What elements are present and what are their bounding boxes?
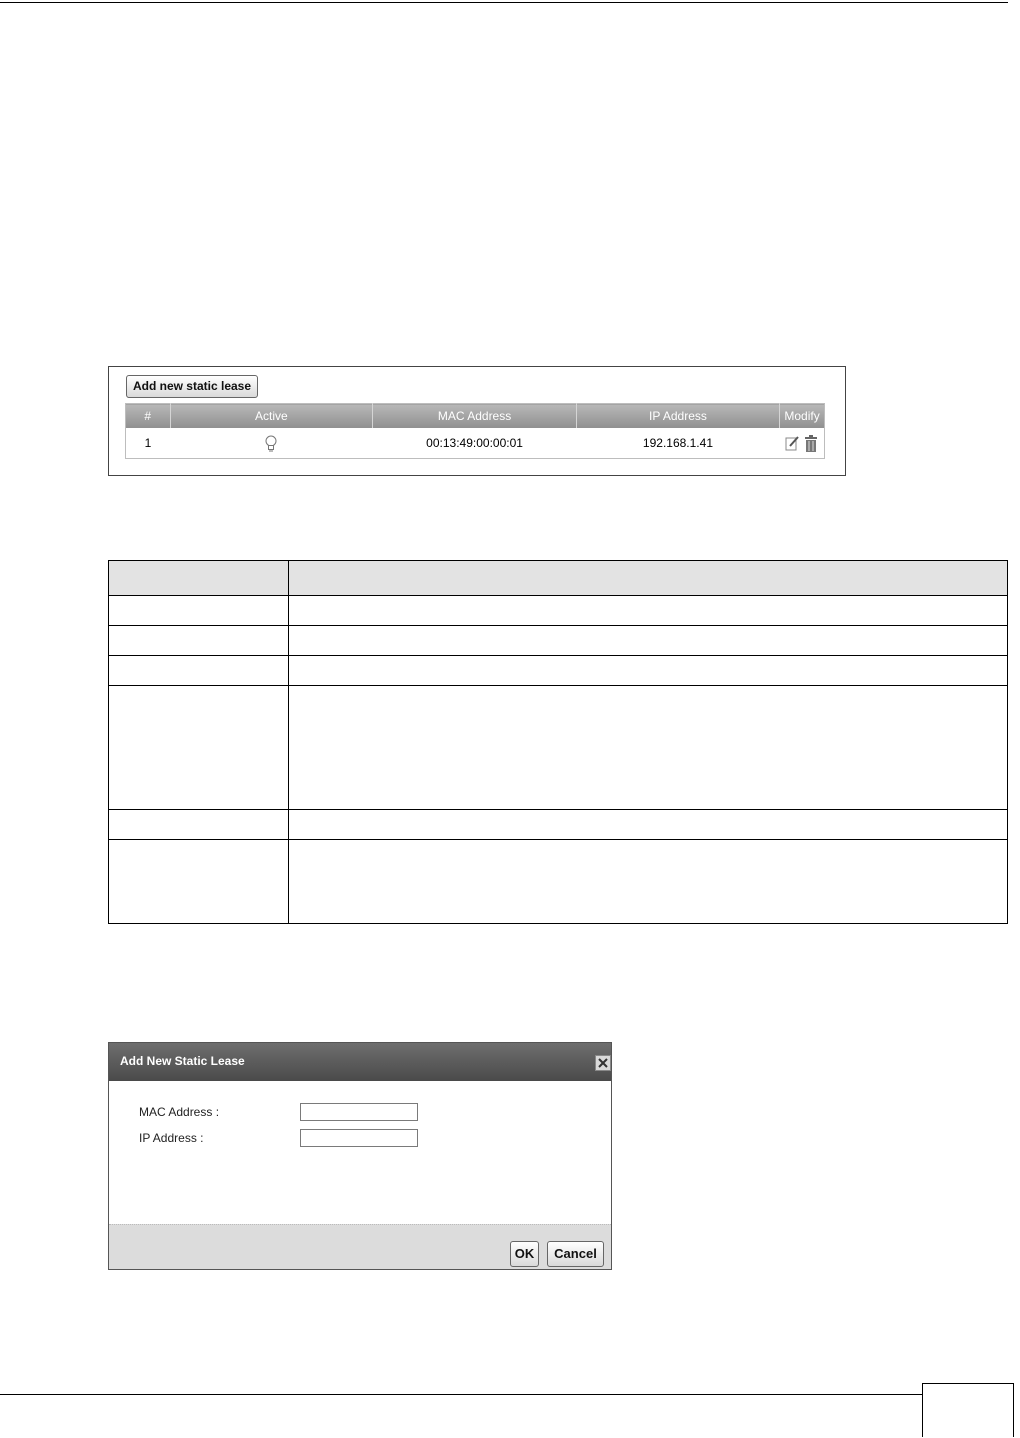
add-new-static-lease-dialog (108, 1042, 612, 1270)
desc-label-cell (109, 596, 289, 626)
static-dhcp-panel (108, 366, 846, 476)
table-row (109, 656, 1008, 686)
desc-description-cell (289, 810, 1008, 840)
table-header-row (126, 404, 825, 429)
row-active (170, 428, 373, 459)
table-row (109, 686, 1008, 810)
static-lease-table (125, 403, 825, 459)
header-rule (0, 2, 1008, 3)
column-header-index: # (126, 404, 171, 429)
field-description-table (108, 560, 1008, 924)
row-modify (780, 428, 825, 459)
desc-header-description (289, 561, 1008, 596)
dialog-title: Add New Static Lease (109, 1043, 611, 1081)
column-header-ip-address: IP Address (576, 404, 779, 429)
desc-description-cell (289, 656, 1008, 686)
desc-description-cell (289, 840, 1008, 924)
close-icon (596, 1056, 610, 1070)
row-index: 1 (144, 436, 152, 450)
cancel-button[interactable]: Cancel (547, 1241, 604, 1267)
table-row (109, 596, 1008, 626)
ip-address-label: IP Address : (139, 1131, 204, 1145)
mac-address-label: MAC Address : (139, 1105, 220, 1119)
footer-rule (0, 1394, 922, 1395)
lightbulb-icon (265, 435, 277, 452)
page-number-box (922, 1383, 1014, 1437)
edit-icon[interactable] (785, 435, 799, 451)
desc-label-cell (109, 626, 289, 656)
row-ip-address: 192.168.1.41 (642, 436, 713, 450)
desc-header-row (109, 561, 1008, 596)
table-row (109, 626, 1008, 656)
desc-label-cell (109, 656, 289, 686)
desc-label-cell (109, 686, 289, 810)
delete-icon[interactable] (804, 435, 818, 452)
table-row (109, 840, 1008, 924)
desc-description-cell (289, 686, 1008, 810)
add-new-static-lease-button[interactable]: Add new static lease (126, 375, 258, 398)
desc-label-cell (109, 840, 289, 924)
mac-address-input[interactable] (300, 1103, 418, 1121)
ok-button[interactable]: OK (510, 1241, 539, 1267)
ip-address-input[interactable] (300, 1129, 418, 1147)
table-row (109, 810, 1008, 840)
column-header-modify: Modify (780, 404, 825, 429)
column-header-mac-address: MAC Address (373, 404, 577, 429)
table-row (126, 428, 825, 459)
desc-header-label (109, 561, 289, 596)
column-header-active: Active (170, 404, 373, 429)
desc-label-cell (109, 810, 289, 840)
row-mac-address: 00:13:49:00:00:01 (426, 436, 523, 450)
close-button[interactable] (595, 1055, 611, 1071)
desc-description-cell (289, 596, 1008, 626)
desc-description-cell (289, 626, 1008, 656)
